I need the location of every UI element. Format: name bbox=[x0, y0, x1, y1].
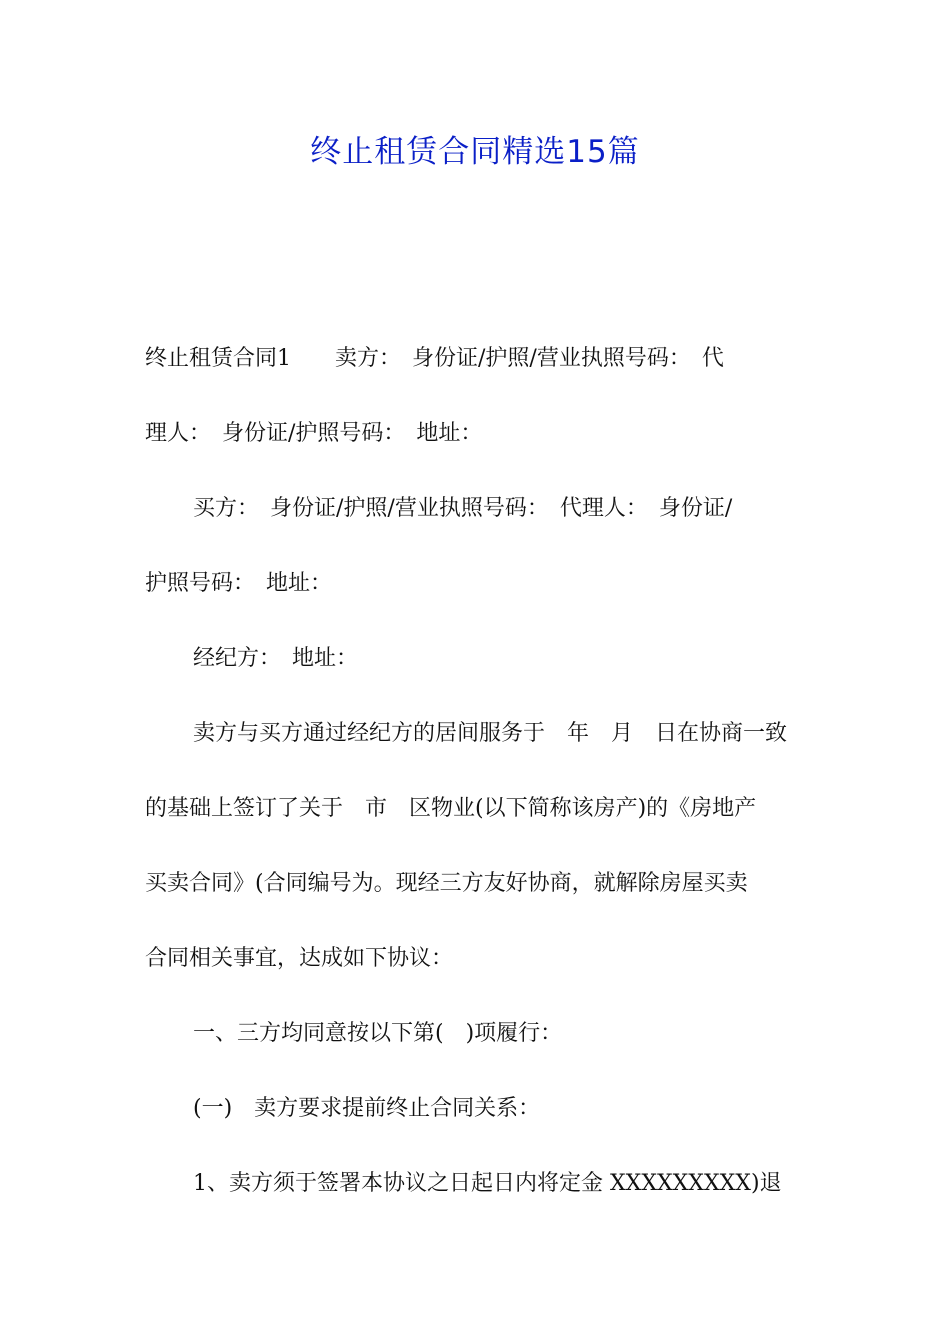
paragraph-line: 买卖合同》(合同编号为。现经三方友好协商，就解除房屋买卖 bbox=[145, 871, 748, 896]
paragraph-line: 经纪方： 地址： bbox=[193, 646, 359, 671]
paragraph-line: 合同相关事宜，达成如下协议： bbox=[145, 946, 454, 971]
paragraph-line: 护照号码： 地址： bbox=[145, 571, 333, 596]
document-title: 终止租赁合同精选15篇 bbox=[310, 134, 640, 170]
paragraph-line: 买方： 身份证/护照/营业执照号码： 代理人： 身份证/ bbox=[193, 496, 733, 521]
paragraph-line: 理人： 身份证/护照号码： 地址： bbox=[145, 421, 483, 446]
paragraph-line: (一) 卖方要求提前终止合同关系： bbox=[193, 1096, 541, 1121]
paragraph-line: 终止租赁合同1 卖方： 身份证/护照/营业执照号码： 代 bbox=[145, 346, 724, 371]
paragraph-line: 1、卖方须于签署本协议之日起日内将定金 XXXXXXXXX)退 bbox=[193, 1171, 782, 1196]
paragraph-line: 的基础上签订了关于 市 区物业(以下简称该房产)的《房地产 bbox=[145, 796, 757, 821]
paragraph-line: 卖方与买方通过经纪方的居间服务于 年 月 日在协商一致 bbox=[193, 721, 788, 746]
paragraph-line: 一、三方均同意按以下第( )项履行： bbox=[193, 1021, 563, 1046]
